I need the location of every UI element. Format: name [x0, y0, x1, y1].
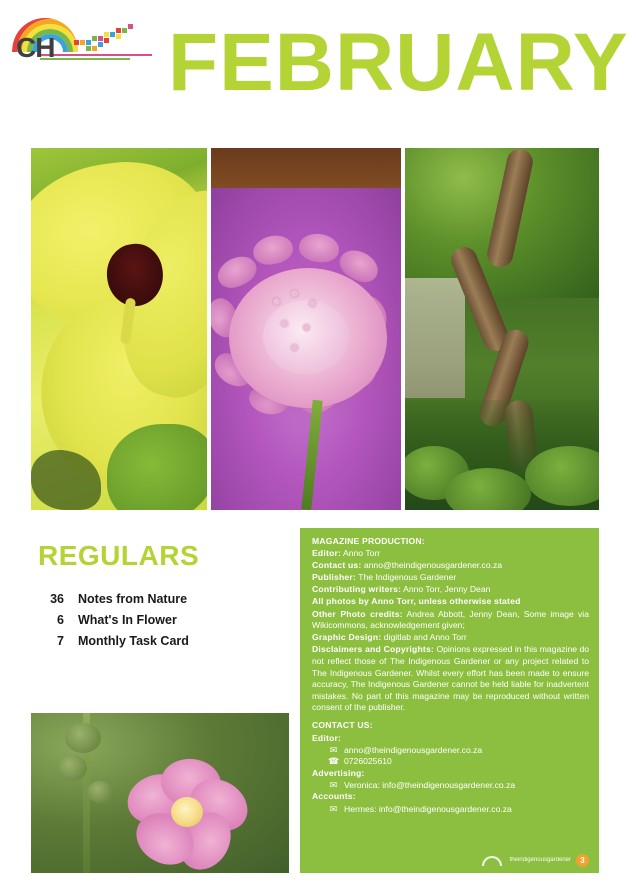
graphic-design-value: digitlab and Anno Torr	[383, 632, 467, 643]
photo-pink-scabiosa	[211, 148, 401, 510]
other-photo-credits-line	[312, 609, 589, 632]
writers-value: Anno Torr, Jenny Dean	[403, 584, 491, 595]
accounts-value[interactable]: Hermes: info@theindigenousgardener.co.za	[344, 803, 512, 814]
accounts-row[interactable]	[312, 804, 589, 816]
toc-entry-label: What's In Flower	[78, 613, 177, 627]
photo-pink-mallow	[31, 713, 289, 873]
toc-page-number: 36	[50, 592, 64, 606]
other-photo-label: Other Photo credits:	[312, 608, 403, 619]
magazine-production-panel	[300, 528, 599, 873]
table-of-contents	[30, 592, 280, 655]
editor-value: Anno Torr	[343, 548, 381, 559]
disclaimer-value: Opinions expressed in this magazine do not reflect those of The Indigenous Gardener or any project related to The Indigenous Gardener. Whilst every effort has been made to ensure accuracy, The Indigenous Gardener cannot be held liable for inadvertent mistakes. No part of this magazine may be reproduced without written consent of the publisher.	[312, 644, 590, 713]
page-title: FEBRUARY	[168, 17, 629, 108]
contact-label: Contact us:	[312, 560, 362, 571]
contact-value[interactable]: anno@theindigenousgardener.co.za	[363, 560, 503, 571]
publisher-line	[312, 572, 589, 584]
graphic-design-line	[312, 632, 589, 644]
contact-editor-email[interactable]: anno@theindigenousgardener.co.za	[344, 744, 483, 755]
contact-editor-phone-row[interactable]	[312, 756, 589, 768]
publisher-value: The Indigenous Gardener	[358, 572, 457, 583]
logo-underline	[40, 54, 152, 56]
photo-twisted-tree	[405, 148, 599, 510]
photos-credit-label: All photos by Anno Torr,	[312, 596, 417, 607]
advertising-label: Advertising:	[312, 767, 365, 778]
writers-line	[312, 584, 589, 596]
envelope-icon: ✉	[329, 803, 338, 814]
list-item[interactable]	[30, 613, 280, 627]
photos-line	[312, 596, 589, 608]
other-photo-value: Andrea Abbott, Jenny Dean, Some image via Wikicommons, acknowledgement given;	[312, 608, 589, 631]
toc-entry-label: Monthly Task Card	[78, 634, 189, 648]
toc-entry-label: Notes from Nature	[78, 592, 188, 606]
contact-editor-email-row[interactable]	[312, 745, 589, 757]
regulars-heading: REGULARS	[38, 540, 200, 571]
accounts-label: Accounts:	[312, 791, 356, 802]
contact-heading: CONTACT US:	[312, 720, 373, 731]
photo-yellow-hibiscus	[31, 148, 207, 510]
toc-page-number: 6	[57, 613, 64, 627]
graphic-design-label: Graphic Design:	[312, 632, 382, 643]
pixel-blocks-icon	[72, 22, 136, 56]
rainbow-icon-small	[482, 856, 502, 866]
disclaimer-label: Disclaimers and Copyrights:	[312, 644, 434, 655]
advertising-row[interactable]	[312, 780, 589, 792]
footer-brand: theindigenousgardener	[509, 857, 571, 863]
writers-label: Contributing writers:	[312, 584, 402, 595]
envelope-icon: ✉	[329, 779, 338, 790]
page-number-badge: 3	[576, 854, 589, 867]
envelope-icon: ✉	[329, 744, 338, 755]
editor-label: Editor:	[312, 548, 342, 559]
disclaimer-line	[312, 644, 589, 714]
mallow-bloom	[127, 765, 249, 865]
contact-us-line	[312, 560, 589, 572]
photos-credit-note: unless otherwise stated	[418, 596, 521, 607]
panel-footer	[482, 854, 589, 867]
publisher-label: Publisher:	[312, 572, 357, 583]
magazine-logo	[10, 10, 158, 68]
contact-editor-phone[interactable]: 0726025610	[344, 756, 392, 767]
list-item[interactable]	[30, 634, 280, 648]
list-item[interactable]	[30, 592, 280, 606]
editor-line	[312, 548, 589, 560]
toc-page-number: 7	[57, 634, 64, 648]
contact-editor-label: Editor:	[312, 732, 342, 743]
logo-text: CH	[16, 32, 55, 63]
phone-icon: ☎	[328, 756, 340, 767]
production-heading: MAGAZINE PRODUCTION:	[312, 536, 425, 546]
photo-strip	[31, 148, 599, 510]
advertising-value[interactable]: Veronica: info@theindigenousgardener.co.za	[344, 779, 516, 790]
